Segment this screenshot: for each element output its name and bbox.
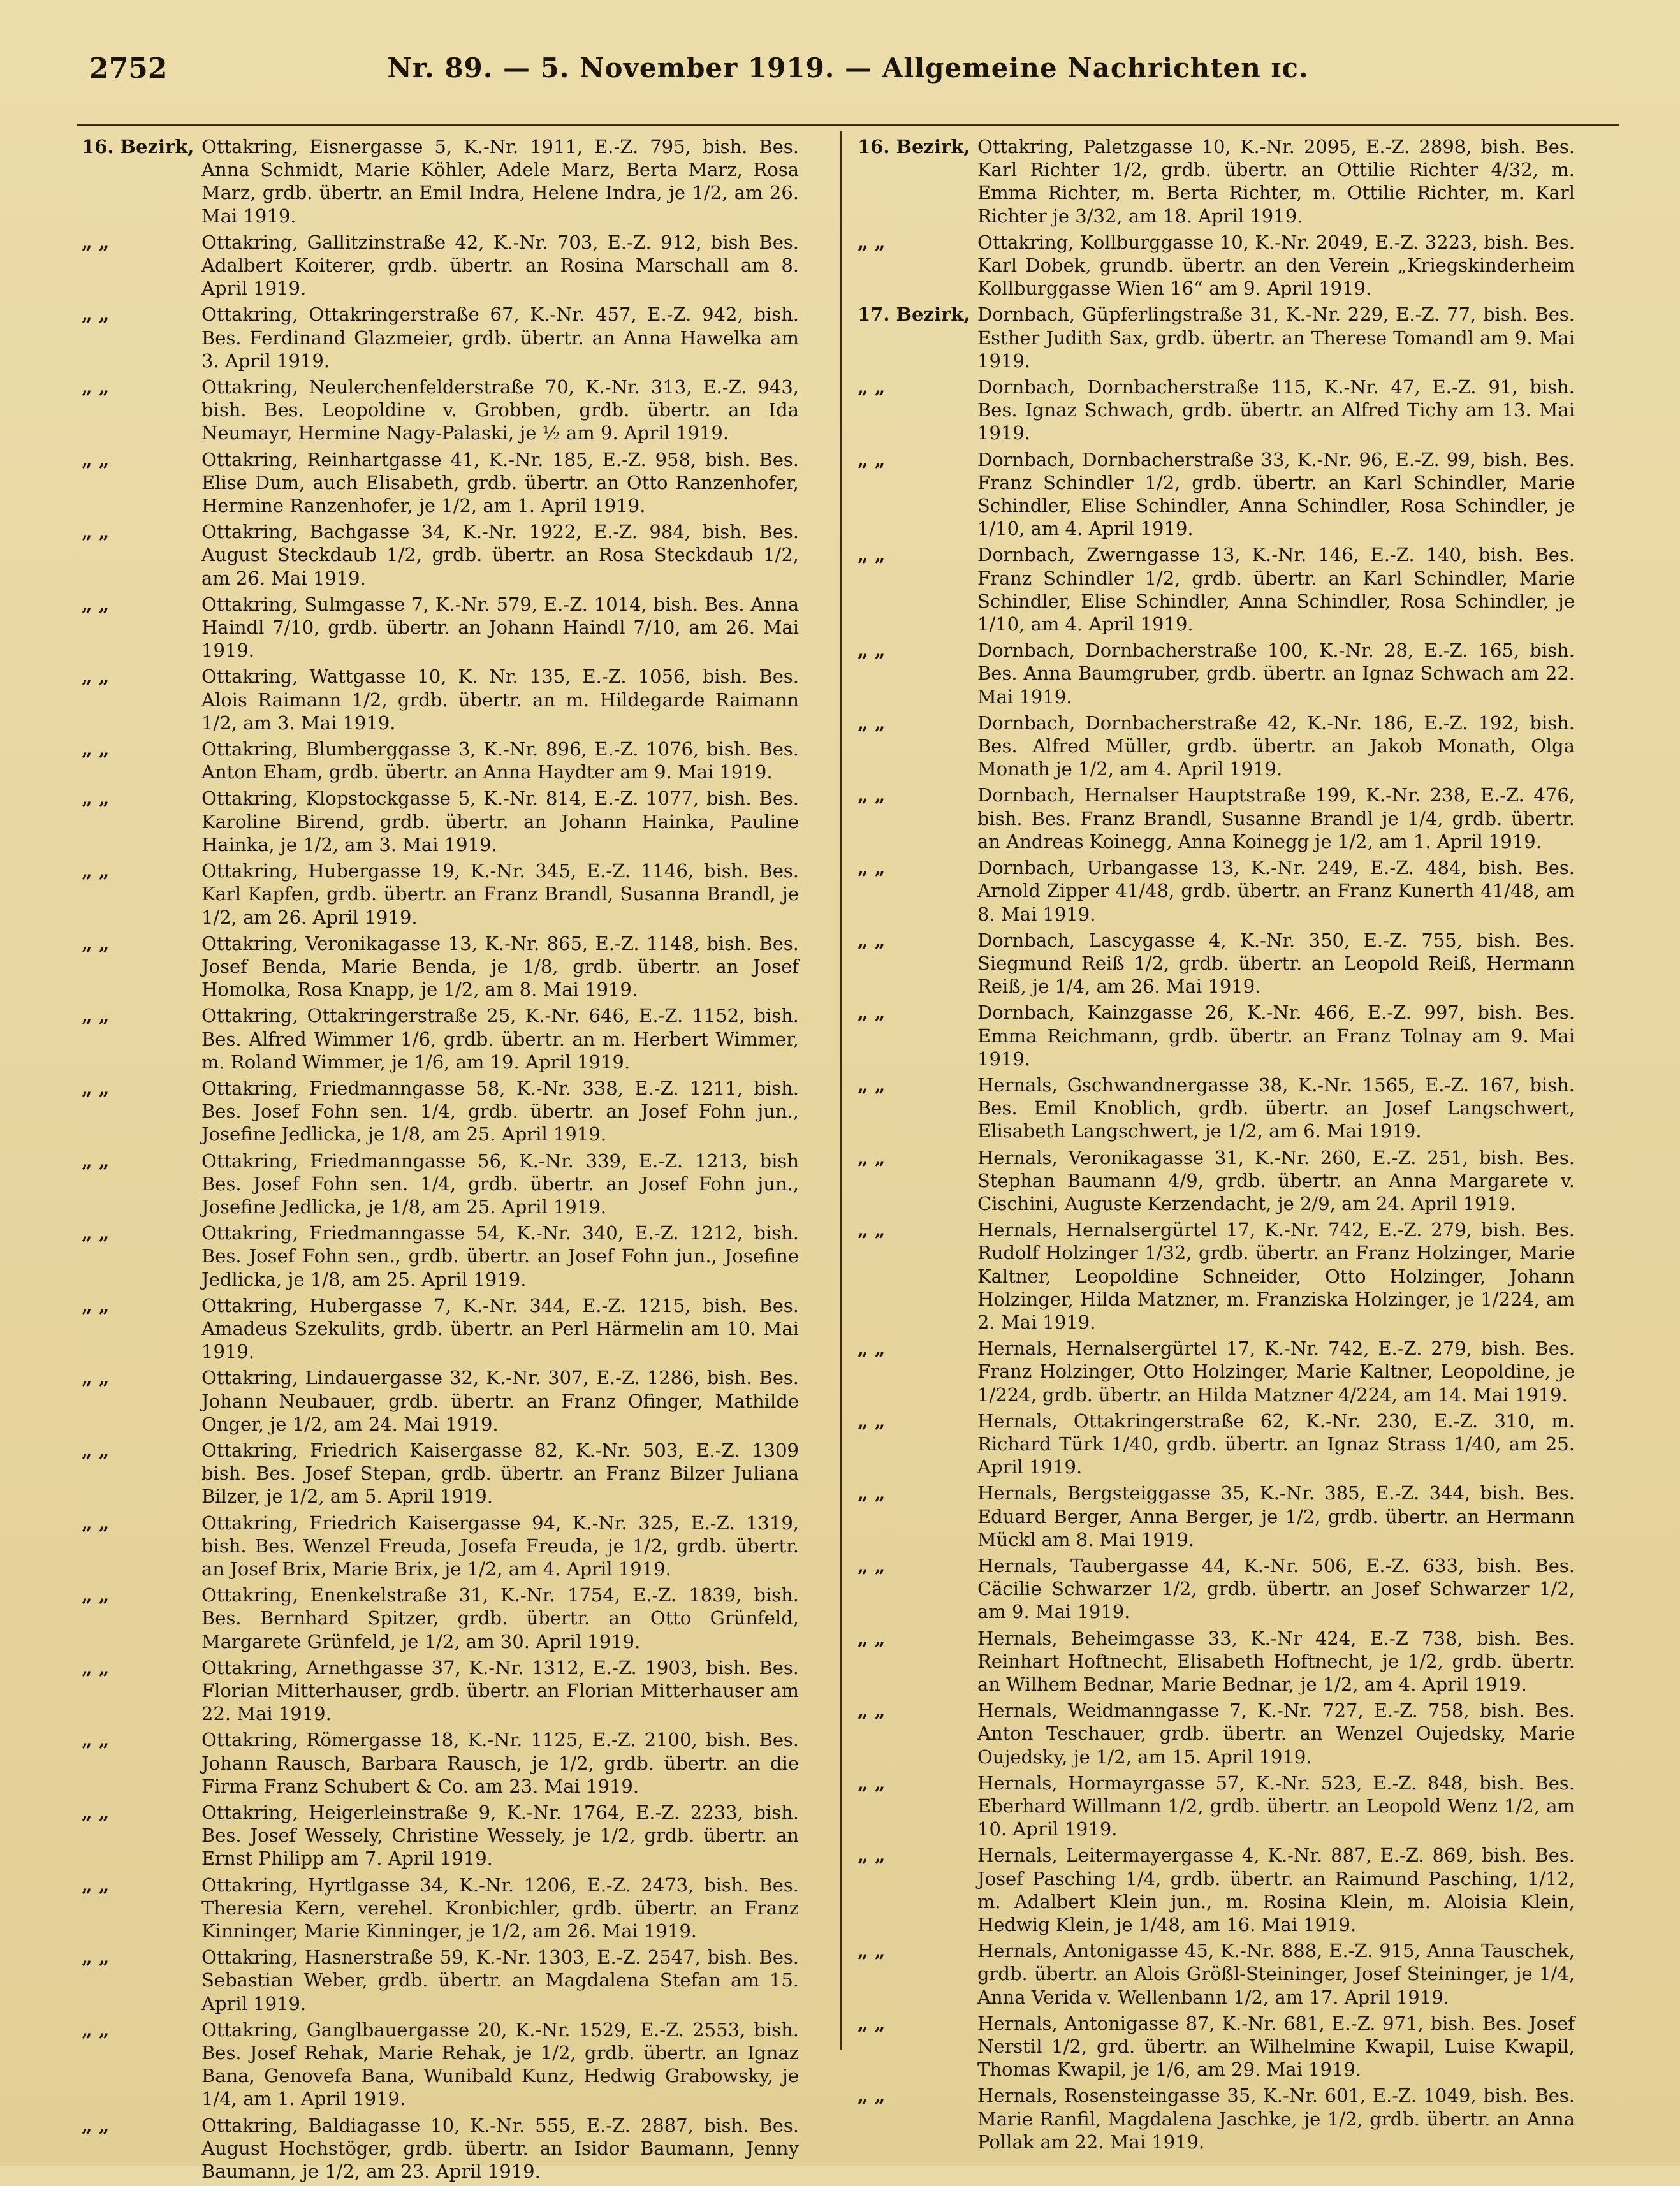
entry-text: Ottakring, Ottakringerstraße 67, K.-Nr. 457, E.-Z. 942, bish. Bes. Ferdinand Glazmeier, grdb. übertr. an Anna Hawelka am 3. April 1919. bbox=[201, 303, 799, 372]
entry-district: „ „ bbox=[82, 1946, 110, 1969]
header-rule bbox=[77, 124, 1619, 126]
entry-district: „ „ bbox=[858, 1772, 886, 1794]
entry-text: Ottakring, Heigerleinstraße 9, K.-Nr. 1764, E.-Z. 2233, bish. Bes. Josef Wessely, Christine Wessely, je 1/2, grdb. übertr. an Ernst Philipp am 7. April 1919. bbox=[201, 1802, 799, 1870]
register-entry bbox=[858, 1001, 1575, 1070]
entry-district: 16. Bezirk, bbox=[82, 136, 194, 157]
register-entry bbox=[858, 2084, 1575, 2153]
register-entry bbox=[858, 1627, 1575, 1696]
entry-text: Hernals, Leitermayergasse 4, K.-Nr. 887, E.-Z. 869, bish. Bes. Josef Pasching 1/4, grdb. übertr. an Raimund Pasching, 1/12, m. Adalbert Klein jun., m. Rosina Klein, m. Aloisia Klein, Hedwig Klein, je 1/48, am 16. Mai 1919. bbox=[977, 1844, 1575, 1936]
entry-district: 16. Bezirk, bbox=[858, 136, 970, 157]
entry-district: „ „ bbox=[82, 1149, 110, 1172]
entry-text: Ottakring, Friedmanngasse 54, K.-Nr. 340, E.-Z. 1212, bish. Bes. Josef Fohn sen., grdb. übertr. an Josef Fohn jun., Josefine Jedlicka, je 1/8, am 25. April 1919. bbox=[201, 1222, 799, 1290]
entry-district: „ „ bbox=[858, 1482, 886, 1505]
entry-text: Ottakring, Ottakringerstraße 25, K.-Nr. 646, E.-Z. 1152, bish. Bes. Alfred Wimmer 1/6, grdb. übertr. an m. Herbert Wimmer, m. Roland Wimmer, je 1/6, am 19. April 1919. bbox=[201, 1005, 799, 1073]
register-entry bbox=[858, 448, 1575, 541]
register-entry bbox=[858, 1482, 1575, 1551]
register-entry bbox=[82, 932, 799, 1002]
register-entry bbox=[858, 856, 1575, 926]
entry-text: Ottakring, Friedmanngasse 56, K.-Nr. 339, E.-Z. 1213, bish Bes. Josef Fohn sen. 1/4, grdb. übertr. an Josef Fohn jun., Josefine Jedlicka, je 1/8, am 25. April 1919. bbox=[201, 1149, 799, 1218]
register-entry bbox=[82, 1728, 799, 1798]
entry-text: Hernals, Rosensteingasse 35, K.-Nr. 601, E.-Z. 1049, bish. Bes. Marie Ranfil, Magdalena Jaschke, je 1/2, grdb. übertr. an Anna Pollak am 22. Mai 1919. bbox=[977, 2085, 1575, 2153]
entry-district: „ „ bbox=[858, 1940, 886, 1962]
entry-text: Ottakring, Baldiagasse 10, K.-Nr. 555, E.-Z. 2887, bish. Bes. August Hochstöger, grdb. übertr. an Isidor Baumann, Jenny Baumann, je 1/2, am 23. April 1919. bbox=[201, 2114, 799, 2183]
entry-district: „ „ bbox=[82, 860, 110, 882]
entry-district: „ „ bbox=[82, 448, 110, 470]
register-entry bbox=[82, 303, 799, 372]
entry-text: Ottakring, Enenkelstraße 31, K.-Nr. 1754, E.-Z. 1839, bish. Bes. Bernhard Spitzer, grdb. übertr. an Otto Grünfeld, Margarete Grünfeld, je 1/2, am 30. April 1919. bbox=[201, 1584, 799, 1652]
entry-district: „ „ bbox=[82, 1367, 110, 1389]
register-entry bbox=[858, 135, 1575, 228]
register-entry bbox=[82, 135, 799, 228]
register-entry bbox=[82, 1294, 799, 1364]
page-header bbox=[77, 50, 1619, 101]
register-entry bbox=[82, 593, 799, 662]
register-entry bbox=[858, 543, 1575, 636]
entry-district: „ „ bbox=[858, 544, 886, 566]
register-entry bbox=[82, 2018, 799, 2111]
register-entry bbox=[858, 711, 1575, 781]
entry-district: „ „ bbox=[82, 303, 110, 326]
entry-district: „ „ bbox=[858, 857, 886, 879]
left-column bbox=[82, 135, 799, 2186]
register-entry bbox=[858, 1699, 1575, 1768]
entry-text: Dornbach, Hernalser Hauptstraße 199, K.-Nr. 238, E.-Z. 476, bish. Bes. Franz Brandl, Susanne Brandl je 1/4, grdb. übertr. an Andreas Koinegg, Anna Koinegg je 1/2, am 1. April 1919. bbox=[977, 784, 1575, 852]
entry-text: Dornbach, Dornbacherstraße 42, K.-Nr. 186, E.-Z. 192, bish. Bes. Alfred Müller, grdb. übertr. an Jakob Monath, Olga Monath je 1/2, am 4. April 1919. bbox=[977, 711, 1575, 780]
entry-district: „ „ bbox=[858, 711, 886, 734]
entry-district: „ „ bbox=[82, 738, 110, 761]
register-entry bbox=[858, 1939, 1575, 2009]
entry-district: „ „ bbox=[82, 1729, 110, 1751]
register-entry bbox=[858, 1337, 1575, 1406]
register-entry bbox=[858, 1554, 1575, 1624]
register-entry bbox=[82, 738, 799, 783]
entry-text: Ottakring, Hyrtlgasse 34, K.-Nr. 1206, E.-Z. 2473, bish. Bes. Theresia Kern, verehel. Kronbichler, grdb. übertr. an Franz Kinninger, Marie Kinninger, je 1/2, am 26. Mai 1919. bbox=[201, 1874, 799, 1942]
header-title: Nr. 89. — 5. November 1919. — Allgemeine Nachrichten ɪc. bbox=[387, 52, 1309, 84]
entry-district: „ „ bbox=[82, 1294, 110, 1316]
entry-text: Hernals, Ottakringerstraße 62, K.-Nr. 230, E.-Z. 310, m. Richard Türk 1/40, grdb. übertr. an Ignaz Strass 1/40, am 25. April 1919. bbox=[977, 1410, 1575, 1478]
register-entry bbox=[82, 665, 799, 734]
register-entry bbox=[858, 1218, 1575, 1334]
register-entry bbox=[82, 1366, 799, 1436]
entry-district: „ „ bbox=[858, 1002, 886, 1024]
register-entry bbox=[82, 520, 799, 590]
entry-district: „ „ bbox=[858, 1410, 886, 1432]
entry-text: Ottakring, Hubergasse 19, K.-Nr. 345, E.-Z. 1146, bish. Bes. Karl Kapfen, grdb. übertr. an Franz Brandl, Susanna Brandl, je 1/2, am 26. April 1919. bbox=[201, 860, 799, 928]
entry-district: „ „ bbox=[82, 2018, 110, 2041]
register-entry bbox=[858, 639, 1575, 708]
entry-text: Dornbach, Dornbacherstraße 33, K.-Nr. 96, E.-Z. 99, bish. Bes. Franz Schindler 1/2, grdb. übertr. an Karl Schindler, Marie Schindler, Elise Schindler, Anna Schindler, Rosa Schindler, je 1/10, am 4. April 1919. bbox=[977, 448, 1575, 540]
register-entry bbox=[82, 859, 799, 929]
entry-district: „ „ bbox=[858, 929, 886, 951]
register-entry bbox=[858, 303, 1575, 372]
entry-text: Hernals, Taubergasse 44, K.-Nr. 506, E.-Z. 633, bish. Bes. Cäcilie Schwarzer 1/2, grdb. übertr. an Josef Schwarzer 1/2, am 9. Mai 1919. bbox=[977, 1554, 1575, 1623]
register-entry bbox=[858, 929, 1575, 998]
entry-district: „ „ bbox=[858, 2085, 886, 2107]
entry-text: Dornbach, Dornbacherstraße 115, K.-Nr. 47, E.-Z. 91, bish. Bes. Ignaz Schwach, grdb. übertr. an Alfred Tichy am 13. Mai 1919. bbox=[977, 376, 1575, 444]
entry-district: „ „ bbox=[858, 1146, 886, 1169]
entry-district: „ „ bbox=[82, 1439, 110, 1461]
entry-text: Hernals, Veronikagasse 31, K.-Nr. 260, E.-Z. 251, bish. Bes. Stephan Baumann 4/9, grdb. übertr. an Anna Margarete v. Cischini, Auguste Kerzendacht, je 2/9, am 24. April 1919. bbox=[977, 1146, 1575, 1214]
entry-text: Ottakring, Veronikagasse 13, K.-Nr. 865, E.-Z. 1148, bish. Bes. Josef Benda, Marie Benda, je 1/8, grdb. übertr. an Josef Homolka, Rosa Knapp, je 1/2, am 8. Mai 1919. bbox=[201, 932, 799, 1001]
register-entry bbox=[82, 1221, 799, 1291]
register-entry bbox=[858, 375, 1575, 445]
entry-text: Dornbach, Dornbacherstraße 100, K.-Nr. 28, E.-Z. 165, bish. Bes. Anna Baumgruber, grdb. übertr. an Ignaz Schwach am 22. Mai 1919. bbox=[977, 639, 1575, 708]
entry-text: Ottakring, Gallitzinstraße 42, K.-Nr. 703, E.-Z. 912, bish Bes. Adalbert Koiterer, grdb. übertr. an Rosina Marschall am 8. April 1919. bbox=[201, 231, 799, 300]
entry-district: „ „ bbox=[858, 376, 886, 398]
entry-district: „ „ bbox=[858, 1219, 886, 1241]
entry-district: „ „ bbox=[858, 1844, 886, 1867]
right-column bbox=[858, 135, 1575, 2157]
register-entry bbox=[82, 1439, 799, 1508]
register-entry bbox=[858, 231, 1575, 300]
entry-text: Hernals, Antonigasse 45, K.-Nr. 888, E.-Z. 915, Anna Tauschek, grdb. übertr. an Alois Größl-Steininger, Josef Steininger, je 1/4, Anna Verida v. Wellenbann 1/2, am 17. April 1919. bbox=[977, 1940, 1575, 2008]
register-entry bbox=[82, 787, 799, 856]
entry-text: Hernals, Hernalsergürtel 17, K.-Nr. 742, E.-Z. 279, bish. Bes. Rudolf Holzinger 1/32, grdb. übertr. an Franz Holzinger, Marie Kaltner, Leopoldine Schneider, Otto Holzinger, Johann Holzinger, Hilda Matzner, m. Franziska Holzinger, je 1/224, am 2. Mai 1919. bbox=[977, 1219, 1575, 1333]
entry-text: Ottakring, Klopstockgasse 5, K.-Nr. 814, E.-Z. 1077, bish. Bes. Karoline Birend, grdb. übertr. an Johann Hainka, Pauline Hainka, je 1/2, am 3. Mai 1919. bbox=[201, 787, 799, 856]
entry-text: Ottakring, Neulerchenfelderstraße 70, K.-Nr. 313, E.-Z. 943, bish. Bes. Leopoldine v. Grobben, grdb. übertr. an Ida Neumayr, Hermine Nagy-Palaski, je ½ am 9. April 1919. bbox=[201, 376, 799, 444]
entry-text: Hernals, Hernalsergürtel 17, K.-Nr. 742, E.-Z. 279, bish. Bes. Franz Holzinger, Otto Holzinger, Marie Kaltner, Leopoldine, je 1/224, grdb. übertr. an Hilda Matzner 4/224, am 14. Mai 1919. bbox=[977, 1337, 1575, 1406]
entry-text: Ottakring, Kollburggasse 10, K.-Nr. 2049, E.-Z. 3223, bish. Bes. Karl Dobek, grundb. übertr. an den Verein „Kriegskinderheim Kollburggasse Wien 16“ am 9. April 1919. bbox=[977, 231, 1575, 300]
entry-district: „ „ bbox=[82, 593, 110, 615]
entry-text: Hernals, Beheimgasse 33, K.-Nr 424, E.-Z 738, bish. Bes. Reinhart Hoftnecht, Elisabeth Hoftnecht, je 1/2, grdb. übertr. an Wilhem Bednar, Marie Bednar, je 1/2, am 4. April 1919. bbox=[977, 1627, 1575, 1695]
entry-text: Ottakring, Bachgasse 34, K.-Nr. 1922, E.-Z. 984, bish. Bes. August Steckdaub 1/2, grdb. übertr. an Rosa Steckdaub 1/2, am 26. Mai 1919. bbox=[201, 521, 799, 589]
entry-district: „ „ bbox=[82, 1656, 110, 1679]
entry-text: Ottakring, Paletzgasse 10, K.-Nr. 2095, E.-Z. 2898, bish. Bes. Karl Richter 1/2, grdb. übertr. an Ottilie Richter 4/32, m. Emma Richter, m. Berta Richter, m. Ottilie Richter, m. Karl Richter je 3/32, am 18. April 1919. bbox=[977, 136, 1575, 227]
entry-text: Ottakring, Ganglbauergasse 20, K.-Nr. 1529, E.-Z. 2553, bish. Bes. Josef Rehak, Marie Rehak, je 1/2, grdb. übertr. an Ignaz Bana, Genovefa Bana, Wunibald Kunz, Hedwig Grabowsky, je 1/4, am 1. April 1919. bbox=[201, 2018, 799, 2110]
entry-text: Dornbach, Urbangasse 13, K.-Nr. 249, E.-Z. 484, bish. Bes. Arnold Zipper 41/48, grdb. übertr. an Franz Kunerth 41/48, am 8. Mai 1919. bbox=[977, 857, 1575, 925]
entry-text: Ottakring, Friedmanngasse 58, K.-Nr. 338, E.-Z. 1211, bish. Bes. Josef Fohn sen. 1/4, grdb. übertr. an Josef Fohn jun., Josefine Jedlicka, je 1/8, am 25. April 1919. bbox=[201, 1077, 799, 1146]
register-entry bbox=[82, 1512, 799, 1581]
entry-district: „ „ bbox=[82, 1077, 110, 1099]
entry-text: Ottakring, Hasnerstraße 59, K.-Nr. 1303, E.-Z. 2547, bish. Bes. Sebastian Weber, grdb. übertr. an Magdalena Stefan am 15. April 1919. bbox=[201, 1946, 799, 2015]
register-entry bbox=[82, 1077, 799, 1146]
register-entry bbox=[82, 448, 799, 518]
entry-text: Dornbach, Lascygasse 4, K.-Nr. 350, E.-Z. 755, bish. Bes. Siegmund Reiß 1/2, grdb. übertr. an Leopold Reiß, Hermann Reiß, je 1/4, am 26. Mai 1919. bbox=[977, 929, 1575, 998]
register-entry bbox=[858, 1146, 1575, 1216]
entry-district: „ „ bbox=[858, 1554, 886, 1577]
entry-text: Hernals, Bergsteiggasse 35, K.-Nr. 385, E.-Z. 344, bish. Bes. Eduard Berger, Anna Berger, je 1/2, grdb. übertr. an Hermann Mückl am 8. Mai 1919. bbox=[977, 1482, 1575, 1550]
entry-text: Hernals, Weidmanngasse 7, K.-Nr. 727, E.-Z. 758, bish. Bes. Anton Teschauer, grdb. übertr. an Wenzel Oujedsky, Marie Oujedsky, je 1/2, am 15. April 1919. bbox=[977, 1700, 1575, 1768]
entry-text: Ottakring, Arnethgasse 37, K.-Nr. 1312, E.-Z. 1903, bish. Bes. Florian Mitterhauser, grdb. übertr. an Florian Mitterhauser am 22. Mai 1919. bbox=[201, 1656, 799, 1725]
page-number: 2752 bbox=[89, 52, 168, 85]
entry-text: Ottakring, Blumberggasse 3, K.-Nr. 896, E.-Z. 1076, bish. Bes. Anton Eham, grdb. übertr. an Anna Haydter am 9. Mai 1919. bbox=[201, 738, 799, 783]
column-divider bbox=[840, 131, 842, 2050]
entry-district: „ „ bbox=[858, 639, 886, 662]
entry-district: „ „ bbox=[858, 1627, 886, 1649]
entry-text: Hernals, Antonigasse 87, K.-Nr. 681, E.-Z. 971, bish. Bes. Josef Nerstil 1/2, grd. übertr. an Wilhelmine Kwapil, Luise Kwapil, Thomas Kwapil, je 1/6, am 29. Mai 1919. bbox=[977, 2012, 1575, 2081]
entry-text: Dornbach, Güpferlingstraße 31, K.-Nr. 229, E.-Z. 77, bish. Bes. Esther Judith Sax, grdb. übertr. an Therese Tomandl am 9. Mai 1919. bbox=[977, 303, 1575, 372]
entry-district: „ „ bbox=[82, 1802, 110, 1824]
entry-text: Ottakring, Lindauergasse 32, K.-Nr. 307, E.-Z. 1286, bish. Bes. Johann Neubauer, grdb. übertr. an Franz Ofinger, Mathilde Onger, je 1/2, am 24. Mai 1919. bbox=[201, 1367, 799, 1435]
entry-text: Ottakring, Hubergasse 7, K.-Nr. 344, E.-Z. 1215, bish. Bes. Amadeus Szekulits, grdb. übertr. an Perl Härmelin am 10. Mai 1919. bbox=[201, 1294, 799, 1363]
register-entry bbox=[82, 1656, 799, 1726]
entry-district: „ „ bbox=[82, 1874, 110, 1896]
register-entry bbox=[858, 1844, 1575, 1936]
entry-text: Dornbach, Zwerngasse 13, K.-Nr. 146, E.-Z. 140, bish. Bes. Franz Schindler 1/2, grdb. übertr. an Karl Schindler, Marie Schindler, Elise Schindler, Anna Schindler, Rosa Schindler, je 1/10, am 4. April 1919. bbox=[977, 544, 1575, 636]
register-entry bbox=[858, 1074, 1575, 1143]
register-entry bbox=[858, 1410, 1575, 1479]
register-entry bbox=[82, 231, 799, 300]
register-entry bbox=[82, 1946, 799, 2015]
entry-district: „ „ bbox=[82, 521, 110, 543]
register-entry bbox=[82, 2114, 799, 2183]
entry-text: Ottakring, Wattgasse 10, K. Nr. 135, E.-Z. 1056, bish. Bes. Alois Raimann 1/2, grdb. übertr. an m. Hildegarde Raimann 1/2, am 3. Mai 1919. bbox=[201, 666, 799, 734]
register-entry bbox=[858, 1772, 1575, 1841]
register-entry bbox=[82, 375, 799, 445]
entry-district: „ „ bbox=[82, 1005, 110, 1027]
entry-district: „ „ bbox=[82, 932, 110, 954]
entry-text: Hernals, Hormayrgasse 57, K.-Nr. 523, E.-Z. 848, bish. Bes. Eberhard Willmann 1/2, grdb. übertr. an Leopold Wenz 1/2, am 10. April 1919. bbox=[977, 1772, 1575, 1840]
register-entry bbox=[82, 1004, 799, 1074]
entry-district: „ „ bbox=[82, 231, 110, 253]
entry-text: Ottakring, Friedrich Kaisergasse 82, K.-Nr. 503, E.-Z. 1309 bish. Bes. Josef Stepan, grdb. übertr. an Franz Bilzer Juliana Bilzer, je 1/2, am 5. April 1919. bbox=[201, 1439, 799, 1508]
entry-district: „ „ bbox=[82, 1584, 110, 1607]
entry-district: „ „ bbox=[82, 666, 110, 688]
entry-district: „ „ bbox=[858, 1074, 886, 1096]
register-entry bbox=[858, 783, 1575, 853]
register-entry bbox=[858, 2012, 1575, 2081]
entry-district: „ „ bbox=[858, 784, 886, 806]
entry-text: Ottakring, Römergasse 18, K.-Nr. 1125, E.-Z. 2100, bish. Bes. Johann Rausch, Barbara Rausch, je 1/2, grdb. übertr. an die Firma Franz Schubert & Co. am 23. Mai 1919. bbox=[201, 1729, 799, 1797]
entry-text: Ottakring, Friedrich Kaisergasse 94, K.-Nr. 325, E.-Z. 1319, bish. Bes. Wenzel Freuda, Josefa Freuda, je 1/2, grdb. übertr. an Josef Brix, Marie Brix, je 1/2, am 4. April 1919. bbox=[201, 1512, 799, 1580]
entry-district: „ „ bbox=[858, 1700, 886, 1722]
entry-district: „ „ bbox=[82, 787, 110, 810]
entry-text: Hernals, Gschwandnergasse 38, K.-Nr. 1565, E.-Z. 167, bish. Bes. Emil Knoblich, grdb. übertr. an Josef Langschwert, Elisabeth Langschwert, je 1/2, am 6. Mai 1919. bbox=[977, 1074, 1575, 1142]
entry-district: „ „ bbox=[858, 448, 886, 470]
register-entry bbox=[82, 1584, 799, 1653]
entry-district: 17. Bezirk, bbox=[858, 303, 970, 326]
entry-text: Ottakring, Reinhartgasse 41, K.-Nr. 185, E.-Z. 958, bish. Bes. Elise Dum, auch Elisabeth, grdb. übertr. an Otto Ranzenhofer, Hermine Ranzenhofer, je 1/2, am 1. April 1919. bbox=[201, 448, 799, 517]
entry-district: „ „ bbox=[82, 2114, 110, 2136]
register-entry bbox=[82, 1874, 799, 1943]
entry-text: Ottakring, Eisnergasse 5, K.-Nr. 1911, E.-Z. 795, bish. Bes. Anna Schmidt, Marie Köhler, Adele Marz, Berta Marz, Rosa Marz, grdb. übertr. an Emil Indra, Helene Indra, je 1/2, am 26. Mai 1919. bbox=[201, 136, 799, 227]
entry-district: „ „ bbox=[82, 376, 110, 398]
entry-district: „ „ bbox=[82, 1512, 110, 1534]
entry-text: Ottakring, Sulmgasse 7, K.-Nr. 579, E.-Z. 1014, bish. Bes. Anna Haindl 7/10, grdb. übertr. an Johann Haindl 7/10, am 26. Mai 1919. bbox=[201, 593, 799, 662]
entry-district: „ „ bbox=[858, 1337, 886, 1360]
register-entry bbox=[82, 1149, 799, 1219]
register-entry bbox=[82, 1801, 799, 1870]
entry-district: „ „ bbox=[82, 1222, 110, 1244]
entry-district: „ „ bbox=[858, 231, 886, 253]
entry-district: „ „ bbox=[858, 2012, 886, 2034]
entry-text: Dornbach, Kainzgasse 26, K.-Nr. 466, E.-Z. 997, bish. Bes. Emma Reichmann, grdb. übertr. an Franz Tolnay am 9. Mai 1919. bbox=[977, 1002, 1575, 1070]
